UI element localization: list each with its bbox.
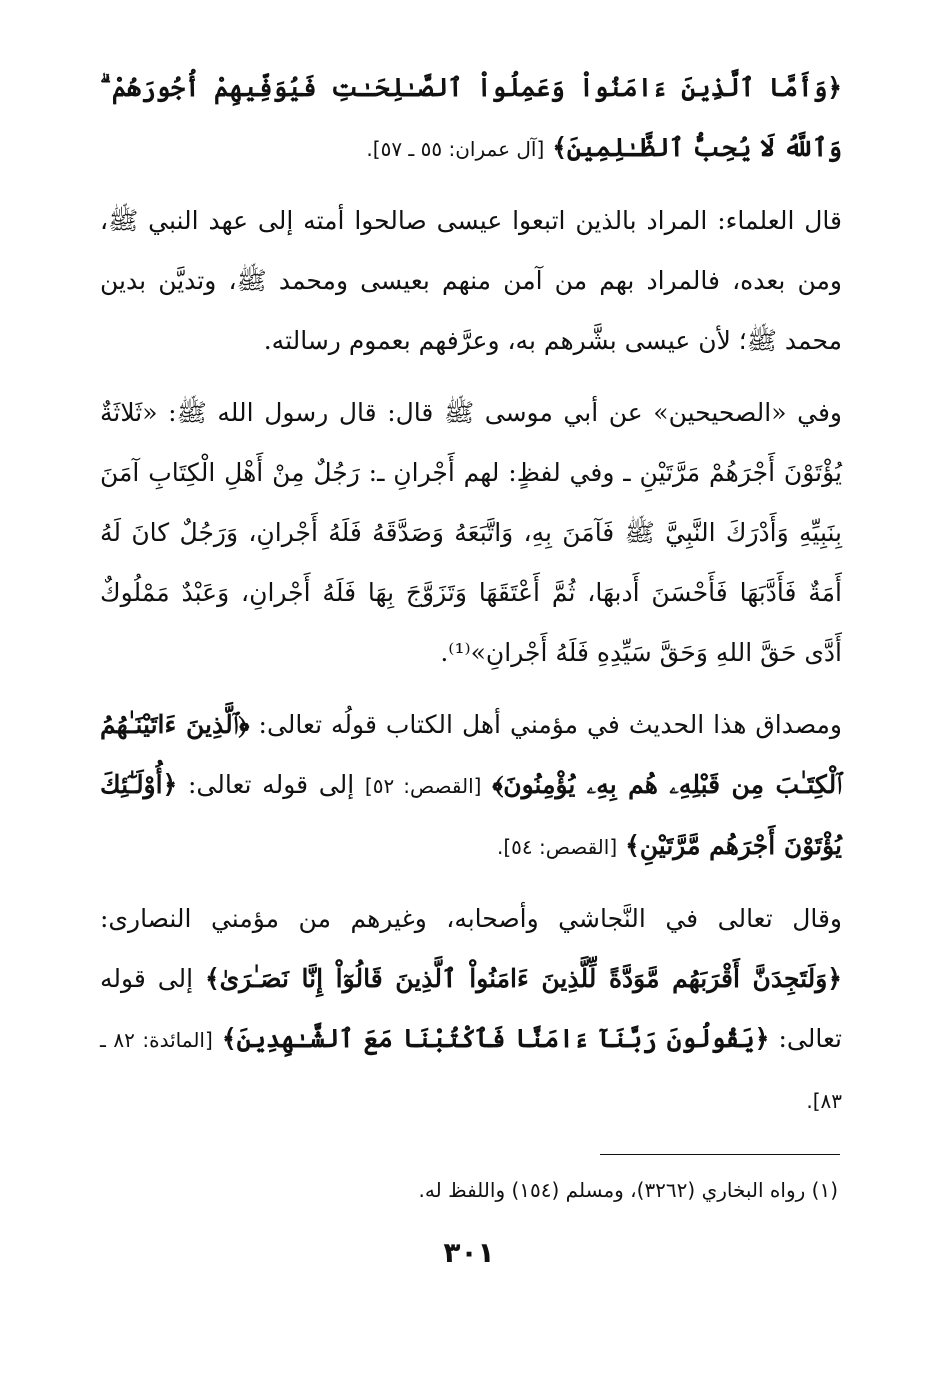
verse-reference: [القصص: ٥٤]. (496, 835, 618, 859)
quran-verse: ﴿أُوْلَـٰٓئِكَ يُؤْتَوْنَ أَجْرَهُم مَّرَّتَيْنِ﴾ (100, 770, 842, 860)
quran-paragraph-1 (100, 58, 842, 179)
footnote: (١) رواه البخاري (٣٢٦٢)، ومسلم (١٥٤) واللفظ له. (418, 1178, 838, 1202)
quran-verse: ﴿وَلَتَجِدَنَّ أَقْرَبَهُم مَّوَدَّةً لِّلَّذِينَ ءَامَنُواْ ٱلَّذِينَ قَالُوٓاْ إِنَّا نَصَـٰرَىٰ﴾ (204, 964, 842, 993)
verse-reference: [آل عمران: ٥٥ ـ ٥٧]. (366, 137, 545, 161)
quran-verse: ﴿وَأَمَّا ٱلَّذِينَ ءَامَنُواْ وَعَمِلُواْ ٱلصَّـٰلِحَـٰتِ فَيُوَفِّيهِمْ أُجُورَهُمْ ۗ وَٱللَّهُ لَا يُحِبُّ ٱلظَّـٰلِمِينَ﴾ (100, 73, 842, 162)
page-number: ٣٠١ (443, 1236, 495, 1269)
scholars-paragraph: قال العلماء: المراد بالذين اتبعوا عيسى صالحوا أمته إلى عهد النبي ﷺ، ومن بعده، فالمراد بهم من آمن منهم بعيسى ومحمد ﷺ، وتديَّن بدين محمد ﷺ؛ لأن عيسى بشَّرهم به، وعرَّفهم بعموم رسالته. (100, 206, 842, 355)
verse-reference: [المائدة: ٨٢ ـ ٨٣]. (100, 1028, 842, 1113)
connector-text: إلى قوله تعالى: (100, 964, 842, 1053)
najashi-paragraph (100, 889, 842, 1131)
connector-text: إلى قوله تعالى: (187, 770, 355, 799)
najashi-intro: وقال تعالى في النَّجاشي وأصحابه، وغيرهم من مؤمني النصارى: (100, 904, 842, 933)
evidence-paragraph (100, 695, 842, 877)
page-body (100, 58, 842, 1131)
evidence-intro: ومصداق هذا الحديث في مؤمني أهل الكتاب قولُه تعالى: (258, 710, 842, 739)
quran-verse: ﴿ٱلَّذِينَ ءَاتَيْنَـٰهُمُ ٱلْكِتَـٰبَ مِن قَبْلِهِۦ هُم بِهِۦ يُؤْمِنُونَ﴾ (100, 710, 843, 799)
verse-reference: [القصص: ٥٢] (364, 774, 482, 798)
hadith-text: «ثَلاثَةٌ يُؤْتَوْنَ أَجْرَهُمْ مَرَّتَيْنِ ـ وفي لفظٍ: لهم أَجْرانِ ـ: رَجُلٌ مِنْ أَهْلِ الْكِتَابِ آمَنَ بِنَبِيِّهِ وَأَدْرَكَ النَّبِيَّ ﷺ فَآمَنَ بِهِ، وَاتَّبَعَهُ وَصَدَّقَهُ فَلَهُ أَجْرانِ، وَرَجُلٌ كانَ لَهُ أَمَةٌ فَأَدَّبَهَا فَأَحْسَنَ أَدبهَا، ثُمَّ أَعْتَقَهَا وَتَزَوَّجَ بِهَا فَلَهُ أَجْرانِ، وَعَبْدٌ مَمْلُوكٌ أَدَّى حَقَّ اللهِ وَحَقَّ سَيِّدِهِ فَلَهُ أَجْرانِ»⁽¹⁾. (100, 398, 842, 667)
hadith-paragraph (100, 383, 842, 683)
footnote-divider (600, 1154, 840, 1155)
hadith-intro: وفي «الصحيحين» عن أبي موسى ﷺ قال: قال رسول الله ﷺ: (168, 398, 842, 427)
quran-verse: ﴿يَقُولُونَ رَبَّنَآ ءَامَنَّا فَٱكْتُبْنَا مَعَ ٱلشَّـٰهِدِينَ﴾ (221, 1024, 770, 1053)
